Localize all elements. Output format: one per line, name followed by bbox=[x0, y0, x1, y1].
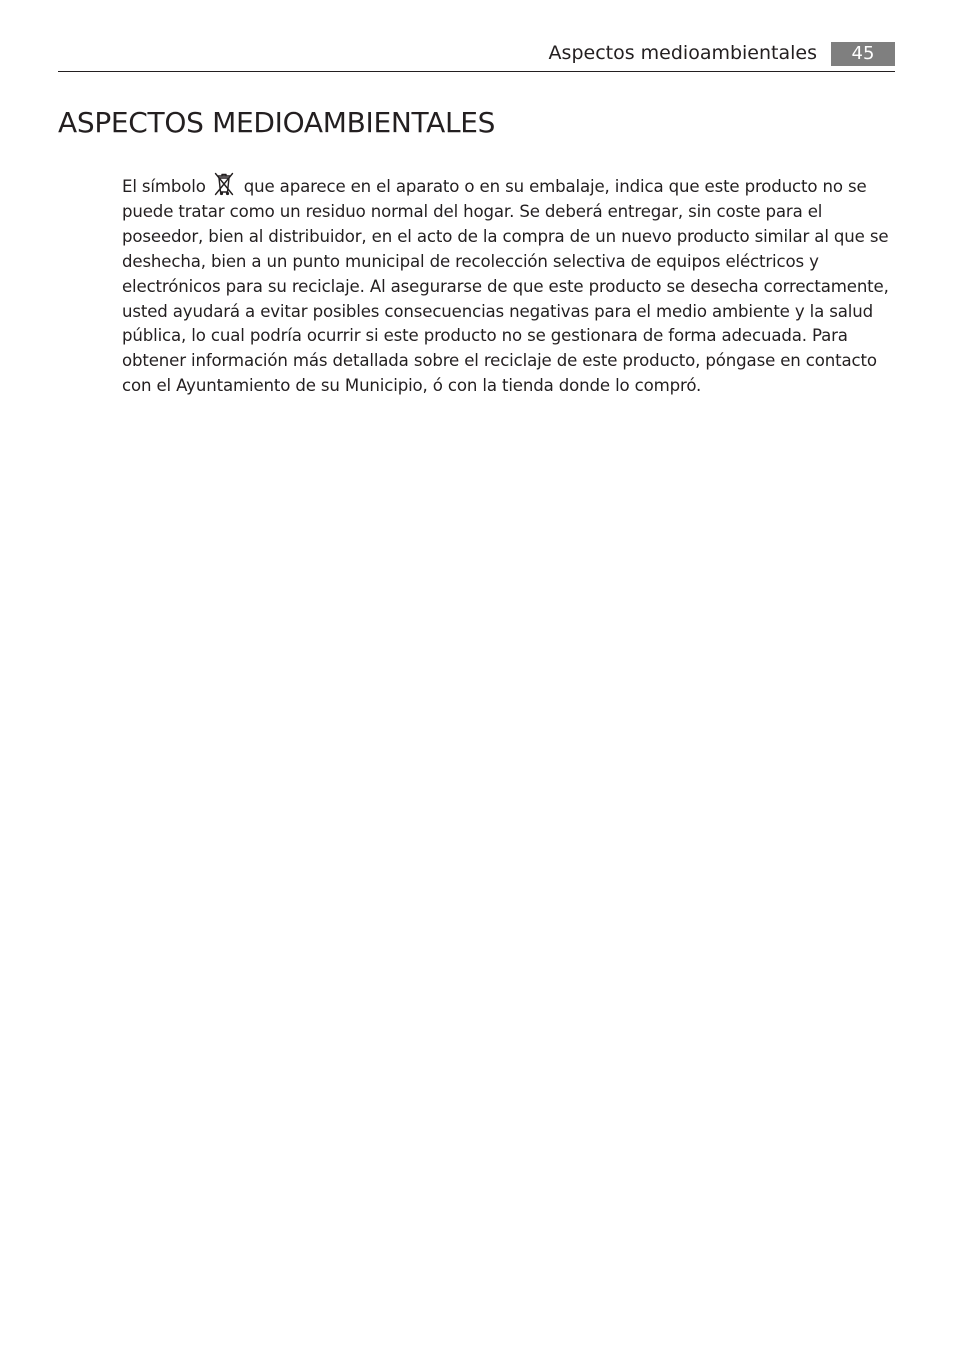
page-number: 45 bbox=[831, 42, 895, 66]
paragraph-lead-text: El símbolo bbox=[122, 177, 206, 196]
running-header-title: Aspectos medioambientales bbox=[548, 42, 817, 64]
section-title: ASPECTOS MEDIOAMBIENTALES bbox=[58, 106, 496, 139]
crossed-out-wheelie-bin-icon bbox=[212, 171, 236, 197]
paragraph-body-text: que aparece en el aparato o en su embalaje, indica que este producto no se puede tratar como un residuo normal del hogar. Se deberá entregar, sin coste para el poseedor, bien al distribuidor, en el acto de la compra de un nuevo producto similar al que se deshecha, bien a un punto municipal de recolección selectiva de equipos eléctricos y electrónicos para su reciclaje. Al asegurarse de que este producto se desecha correctamente, usted ayudará a evitar posibles consecuencias negativas para el medio ambiente y la salud pública, lo cual podría ocurrir si este producto no se gestionara de forma adecuada. Para obtener información más detallada sobre el reciclaje de este producto, póngase en contacto con el Ayuntamiento de su Municipio, ó con la tienda donde lo compró. bbox=[122, 177, 889, 396]
page-header bbox=[58, 38, 895, 72]
body-paragraph bbox=[122, 171, 897, 399]
